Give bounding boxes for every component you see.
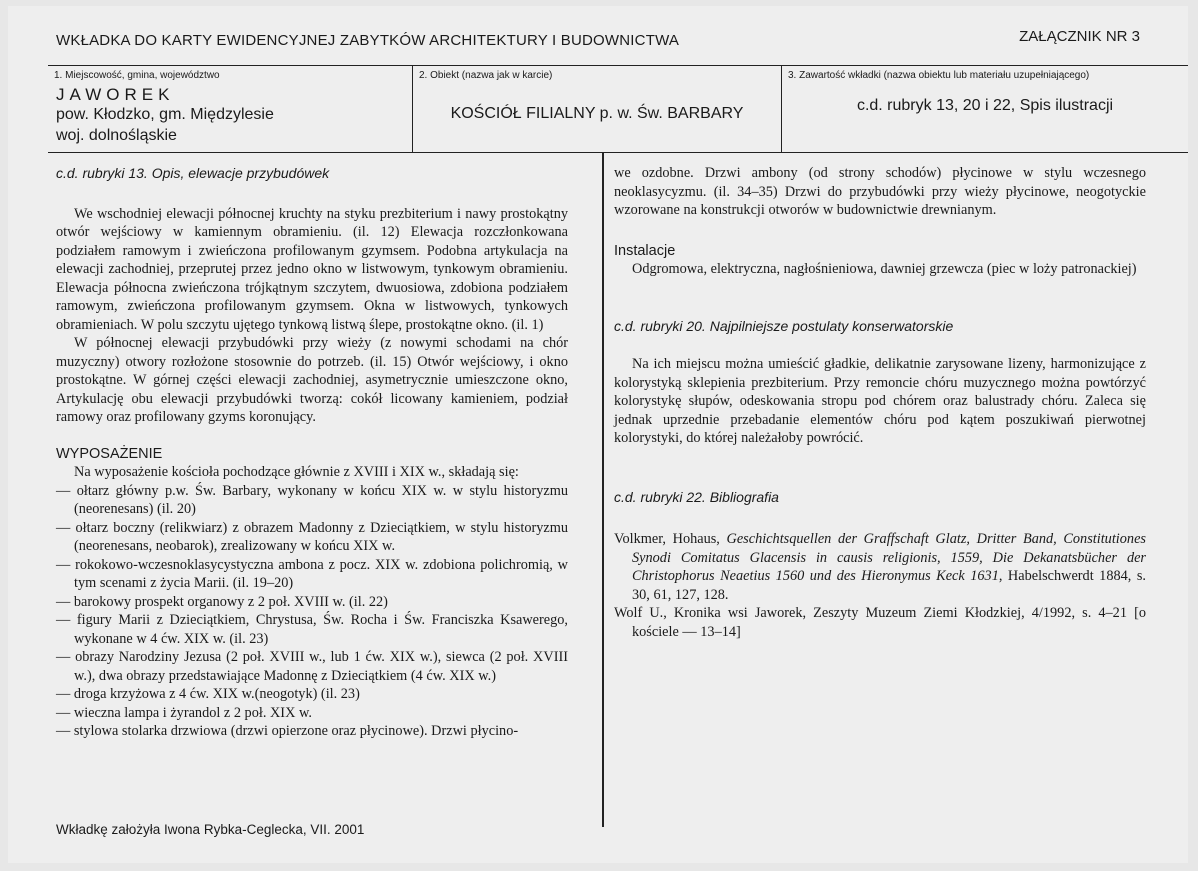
annex-number: ZAŁĄCZNIK NR 3 xyxy=(1019,28,1140,45)
list-item: — droga krzyżowa z 4 ćw. XIX w.(neogotyk) (il. 23) xyxy=(56,686,360,702)
list-item: — ołtarz boczny (relikwiarz) z obrazem Madonny z Dzieciątkiem, w stylu historyzmu (neorenesans, neobarok), zrealizowany w końcu XIX w. xyxy=(56,519,568,554)
object-name: KOŚCIÓŁ FILIALNY p. w. Św. BARBARY xyxy=(450,105,744,122)
section-heading-13: c.d. rubryki 13. Opis, elewacje przybudówek xyxy=(56,165,330,181)
object-cell xyxy=(413,66,782,152)
bib-author: Volkmer, Hohaus, xyxy=(614,531,727,547)
postulates-text: Na ich miejscu można umieścić gładkie, delikatnie zarysowane lizeny, harmonizujące z kolorystyką sklepienia prezbiterium. Przy remoncie chóru muzycznego można powtórzyć kolorystykę słupów, odeskowania stropu pod chórem oraz balustrady chóru. Zaleca się jednak uprzednie przebadanie elementów chóru pod kątem poszukiwań pierwotnej kolorystyki, do której należałoby powrócić. xyxy=(614,356,1146,446)
equipment-intro: Na wyposażenie kościoła pochodzące głównie z XVIII i XIX w., składają się: xyxy=(74,464,519,480)
bibliography-item xyxy=(614,530,1146,604)
document-title: WKŁADKA DO KARTY EWIDENCYJNEJ ZABYTKÓW ARCHITEKTURY I BUDOWNICTWA xyxy=(56,32,680,49)
bib-title: Geschichtsquellen der Graffschaft Glatz, Dritter Band, Constitutiones Synodi Comitatus Glacensis in causis religionis, 1559, Die Dekanatsbücher der Christophorus Neaetius 1560 und des Hieronymus Keck 1631 xyxy=(632,531,1146,584)
list-item: — stylowa stolarka drzwiowa (drzwi opierzone oraz płycinowe). Drzwi płycino- xyxy=(56,723,519,739)
location-cell xyxy=(48,66,413,152)
object-label: 2. Obiekt (nazwa jak w karcie) xyxy=(419,70,553,81)
list-item: — rokokowo-wczesnoklasycystyczna ambona z pocz. XIX w. zdobiona polichromią, w tym scenami z życia Marii. (il. 19–20) xyxy=(56,556,568,591)
section-heading-22: c.d. rubryki 22. Bibliografia xyxy=(614,488,779,505)
list-item: — barokowy prospekt organowy z 2 poł. XVIII w. (il. 22) xyxy=(56,593,388,610)
city-name: JAWOREK xyxy=(56,85,175,104)
column-divider xyxy=(602,152,604,827)
section-heading-20: c.d. rubryki 20. Najpilniejsze postulaty konserwatorskie xyxy=(614,317,954,334)
content-text: c.d. rubryk 13, 20 i 22, Spis ilustracji xyxy=(856,97,1114,114)
location-label: 1. Miejscowość, gmina, województwo xyxy=(54,70,220,81)
bibliography-item: Wolf U., Kronika wsi Jaworek, Zeszyty Muzeum Ziemi Kłodzkiej, 4/1992, s. 4–21 [o kościele — 13–14] xyxy=(614,605,1146,640)
bib-details: , Habelschwerdt 1884, s. 30, 61, 127, 128. xyxy=(632,568,1146,603)
section-heading-equipment: WYPOSAŻENIE xyxy=(56,445,163,462)
content-label: 3. Zawartość wkładki (nazwa obiektu lub materiału uzupełniającego) xyxy=(788,70,1090,81)
list-item: — figury Marii z Dzieciątkiem, Chrystusa, Św. Rocha i Św. Franciszka Ksawerego, wykonane w 4 ćw. XIX w. (il. 23) xyxy=(56,612,568,647)
header-table xyxy=(48,65,1188,153)
content-cell xyxy=(782,66,1188,152)
paragraph-elevation-2: W północnej elewacji przybudówki przy wieży (z nowymi schodami na chór muzyczny) otwory rozłożone stosownie do potrzeb. (il. 15) Otwór wejściowy, i okno prostokątne. W górnej części elewacji zachodniej, asymetrycznie umieszczone okno, Artykulację obu elewacji przybudówki tworzą: cokół licowany kamieniem, podział ramowy oraz profilowany gzyms koronujący. xyxy=(56,335,568,425)
footer-author: Wkładkę założyła Iwona Rybka-Ceglecka, VII. 2001 xyxy=(56,822,365,837)
installations-text: Odgromowa, elektryczna, nagłośnieniowa, dawniej grzewcza (piec w loży patronackiej) xyxy=(632,261,1137,277)
list-item: — wieczna lampa i żyrandol z 2 poł. XIX w. xyxy=(56,704,312,721)
continued-text: we ozdobne. Drzwi ambony (od strony schodów) płycinowe w stylu wczesnego neoklasycyzmu. (il. 34–35) Drzwi do przybudówki przy wieży płycinowe, neogotyckie wzorowane na konstrukcji otworów w budownictwie drewnianym. xyxy=(614,165,1146,218)
paragraph-elevation-1: We wschodniej elewacji północnej kruchty na styku prezbiterium i nawy prostokątny otwór wejściowy w kamiennym obramieniu. (il. 12) Elewacja rozczłonkowana podziałem ramowym i zwieńczona profilowanym gzymsem. Podobna artykulacja na elewacji zachodniej, przeprutej przez jedno okno w listwowym, tynkowym obramieniu. Elewacja północna zwieńczona trójkątnym szczytem, dwuosiowa, zdobiona podziałem ramowym, zwieńczona profilowanym gzymsem. Okna w listwowych, tynkowych obramieniach. W polu szczytu ujętego tynkową listwą ślepe, prostokątne okno. (il. 1) xyxy=(56,205,568,333)
left-column xyxy=(56,164,568,741)
section-heading-installations: Instalacje xyxy=(614,242,676,259)
powiat-text: pow. Kłodzko, gm. Międzylesie xyxy=(56,106,274,123)
list-item: — obrazy Narodziny Jezusa (2 poł. XVIII w., lub 1 ćw. XIX w.), siewca (2 poł. XVIII w.), dwa obrazy przedstawiające Madonnę z Dzieciątkiem (4 ćw. XIX w.) xyxy=(56,649,568,684)
voivodeship-text: woj. dolnośląskie xyxy=(56,127,177,144)
list-item: — ołtarz główny p.w. Św. Barbary, wykonany w końcu XIX w. w stylu historyzmu (neorenesans) (il. 20) xyxy=(56,482,568,517)
right-column xyxy=(614,164,1146,641)
